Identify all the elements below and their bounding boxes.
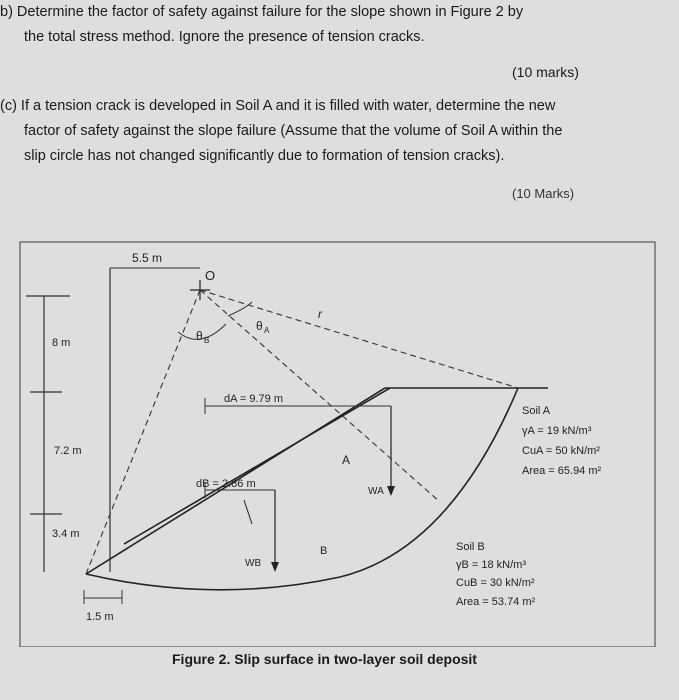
soil-layer-boundary xyxy=(124,388,390,544)
dim-3-4m-label: 3.4 m xyxy=(52,528,80,540)
db-label: dB = 2.86 m xyxy=(196,478,256,490)
question-c-line-1: (c) If a tension crack is developed in Soil A and it is filled with water, determine the new xyxy=(0,98,556,114)
zone-b-label: B xyxy=(320,545,328,557)
theta-b-subscript: B xyxy=(204,336,210,345)
question-b xyxy=(0,0,679,50)
dim-top-label: 5.5 m xyxy=(132,251,163,265)
question-b-line-2: the total stress method. Ignore the presence of tension cracks. xyxy=(24,29,425,45)
da-label: dA = 9.79 m xyxy=(224,393,284,405)
zone-a-label: A xyxy=(342,453,351,467)
question-c-line-2: factor of safety against the slope failure (Assume that the volume of Soil A within the xyxy=(24,123,563,139)
wa-label: WA xyxy=(368,486,384,497)
soil-b-title: Soil B xyxy=(456,541,485,553)
dim-1-5m-label: 1.5 m xyxy=(86,611,114,623)
soil-a-area: Area = 65.94 m² xyxy=(522,465,602,477)
slope-figure xyxy=(0,232,679,647)
question-c-line-3: slip circle has not changed significantly due to formation of tension cracks). xyxy=(24,148,505,164)
slip-circle xyxy=(86,388,518,590)
question-c xyxy=(0,94,679,169)
soil-a-cu: CuA = 50 kN/m² xyxy=(522,445,600,457)
soil-a-gamma: γA = 19 kN/m³ xyxy=(522,425,592,437)
theta-a-subscript: A xyxy=(264,326,270,335)
wa-arrowhead xyxy=(387,486,395,496)
wb-arrowhead xyxy=(271,562,279,572)
soil-b-cu: CuB = 30 kN/m² xyxy=(456,577,535,589)
wb-pointer xyxy=(244,500,252,524)
question-c-marks: (10 Marks) xyxy=(512,186,575,201)
dim-8m-label: 8 m xyxy=(52,337,71,349)
soil-b-area: Area = 53.74 m² xyxy=(456,596,536,608)
figure-caption: Figure 2. Slip surface in two-layer soil deposit xyxy=(172,651,477,667)
radius-to-toe xyxy=(86,290,200,574)
theta-a-symbol: θ xyxy=(256,319,263,333)
theta-b-symbol: θ xyxy=(196,329,203,343)
center-label: O xyxy=(205,268,216,283)
question-b-marks: (10 marks) xyxy=(512,64,579,80)
soil-b-gamma: γB = 18 kN/m³ xyxy=(456,559,526,571)
theta-a-arc xyxy=(228,302,252,316)
radius-to-crest xyxy=(200,290,518,388)
soil-a-title: Soil A xyxy=(522,405,551,417)
wb-label: WB xyxy=(245,558,262,569)
dim-7-2m-label: 7.2 m xyxy=(54,445,82,457)
question-b-line-1: b) Determine the factor of safety against failure for the slope shown in Figure 2 by xyxy=(0,4,524,20)
radius-label: r xyxy=(318,307,322,321)
